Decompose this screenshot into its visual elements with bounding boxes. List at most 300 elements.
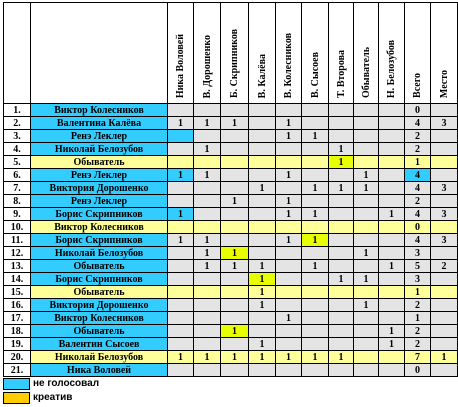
- total-cell: 2: [405, 130, 431, 143]
- vote-cell: [302, 247, 329, 260]
- total-cell: 4: [405, 208, 431, 221]
- vote-cell: 1: [249, 273, 276, 286]
- vote-cell: 1: [221, 195, 249, 208]
- vote-cell: [276, 143, 302, 156]
- table-row: [4, 351, 458, 364]
- vote-cell: [354, 234, 379, 247]
- column-header-label: Т. Второва: [335, 50, 347, 98]
- vote-cell: [221, 156, 249, 169]
- legend-swatch: [3, 378, 30, 390]
- vote-cell: [168, 286, 194, 299]
- vote-cell: 1: [329, 182, 354, 195]
- column-header-label: Обыватель: [360, 47, 372, 98]
- vote-cell: [276, 338, 302, 351]
- vote-cell: [194, 104, 221, 117]
- vote-cell: [249, 208, 276, 221]
- vote-cell: [276, 182, 302, 195]
- vote-cell: 1: [249, 182, 276, 195]
- row-name: Ника Воловей: [31, 364, 168, 377]
- row-name: Борис Скрипников: [31, 208, 168, 221]
- place-cell: 3: [431, 117, 458, 130]
- vote-cell: [249, 104, 276, 117]
- place-cell: [431, 195, 458, 208]
- place-cell: [431, 143, 458, 156]
- place-cell: 1: [431, 351, 458, 364]
- vote-cell: [194, 312, 221, 325]
- vote-cell: [302, 221, 329, 234]
- vote-cell: [329, 195, 354, 208]
- column-header: [379, 3, 405, 104]
- vote-cell: [379, 117, 405, 130]
- total-cell: 4: [405, 169, 431, 182]
- vote-cell: 1: [221, 325, 249, 338]
- vote-cell: [168, 143, 194, 156]
- vote-cell: [379, 312, 405, 325]
- vote-cell: [379, 273, 405, 286]
- vote-cell: [379, 182, 405, 195]
- vote-cell: [354, 364, 379, 377]
- row-name: Виктор Колесников: [31, 312, 168, 325]
- total-cell: 3: [405, 273, 431, 286]
- vote-cell: [168, 273, 194, 286]
- vote-cell: 1: [194, 143, 221, 156]
- vote-cell: [194, 299, 221, 312]
- column-header: [329, 3, 354, 104]
- place-cell: [431, 130, 458, 143]
- vote-cell: 1: [276, 195, 302, 208]
- vote-cell: [329, 169, 354, 182]
- vote-cell: [354, 104, 379, 117]
- vote-cell: [329, 117, 354, 130]
- vote-cell: 1: [168, 117, 194, 130]
- vote-cell: [302, 273, 329, 286]
- vote-cell: [221, 208, 249, 221]
- vote-cell: [276, 156, 302, 169]
- place-cell: [431, 156, 458, 169]
- vote-cell: 1: [354, 247, 379, 260]
- vote-cell: [276, 273, 302, 286]
- vote-cell: [329, 208, 354, 221]
- vote-cell: 1: [354, 169, 379, 182]
- header-row: [4, 3, 458, 104]
- vote-cell: [379, 234, 405, 247]
- vote-cell: 1: [379, 208, 405, 221]
- vote-cell: [276, 247, 302, 260]
- vote-cell: [249, 221, 276, 234]
- column-header-label: Б. Скрипников: [229, 29, 240, 98]
- vote-cell: [168, 338, 194, 351]
- legend-item: [3, 378, 99, 390]
- row-number: 4.: [4, 143, 31, 156]
- vote-cell: [168, 104, 194, 117]
- vote-cell: [379, 351, 405, 364]
- vote-cell: [249, 364, 276, 377]
- vote-cell: [249, 312, 276, 325]
- vote-cell: [276, 286, 302, 299]
- vote-cell: [221, 299, 249, 312]
- total-cell: 7: [405, 351, 431, 364]
- vote-cell: 1: [329, 351, 354, 364]
- vote-cell: [354, 156, 379, 169]
- vote-cell: [221, 182, 249, 195]
- vote-cell: [194, 130, 221, 143]
- row-number: 21.: [4, 364, 31, 377]
- column-header-label: В. Калёва: [256, 53, 268, 98]
- vote-cell: 1: [194, 234, 221, 247]
- vote-cell: 1: [302, 351, 329, 364]
- vote-cell: [379, 104, 405, 117]
- column-header-label: В. Колесников: [283, 32, 294, 98]
- vote-cell: 1: [329, 143, 354, 156]
- vote-cell: 1: [354, 273, 379, 286]
- corner-num-cell: [4, 3, 31, 104]
- table-row: [4, 182, 458, 195]
- table-row: [4, 130, 458, 143]
- row-name: Николай Белозубов: [31, 143, 168, 156]
- vote-cell: 1: [249, 286, 276, 299]
- vote-cell: [354, 208, 379, 221]
- vote-cell: [329, 286, 354, 299]
- place-cell: [431, 338, 458, 351]
- row-number: 17.: [4, 312, 31, 325]
- row-number: 20.: [4, 351, 31, 364]
- legend-label: креатив: [33, 392, 73, 403]
- vote-cell: 1: [168, 169, 194, 182]
- vote-cell: [249, 117, 276, 130]
- row-number: 10.: [4, 221, 31, 234]
- vote-cell: 1: [329, 273, 354, 286]
- column-header: [431, 3, 458, 104]
- vote-cell: [379, 247, 405, 260]
- place-cell: [431, 312, 458, 325]
- total-cell: 2: [405, 143, 431, 156]
- row-number: 12.: [4, 247, 31, 260]
- vote-cell: [249, 143, 276, 156]
- table-row: [4, 364, 458, 377]
- vote-cell: [354, 117, 379, 130]
- vote-cell: 1: [168, 208, 194, 221]
- vote-cell: [302, 117, 329, 130]
- vote-cell: 1: [379, 260, 405, 273]
- vote-cell: [249, 247, 276, 260]
- vote-cell: 1: [276, 234, 302, 247]
- vote-cell: 1: [276, 169, 302, 182]
- place-cell: [431, 325, 458, 338]
- vote-cell: [168, 130, 194, 143]
- total-cell: 0: [405, 104, 431, 117]
- place-cell: [431, 286, 458, 299]
- row-number: 15.: [4, 286, 31, 299]
- column-header: [194, 3, 221, 104]
- vote-cell: [354, 351, 379, 364]
- vote-cell: 1: [276, 117, 302, 130]
- vote-cell: 1: [379, 325, 405, 338]
- total-cell: 1: [405, 286, 431, 299]
- vote-cell: [354, 143, 379, 156]
- vote-cell: [302, 169, 329, 182]
- vote-cell: [302, 312, 329, 325]
- vote-cell: 1: [276, 208, 302, 221]
- vote-cell: 1: [194, 260, 221, 273]
- row-number: 9.: [4, 208, 31, 221]
- vote-cell: [249, 156, 276, 169]
- vote-cell: [329, 260, 354, 273]
- vote-cell: 1: [302, 182, 329, 195]
- total-cell: 1: [405, 156, 431, 169]
- total-cell: 2: [405, 299, 431, 312]
- row-name: Николай Белозубов: [31, 247, 168, 260]
- vote-cell: [354, 338, 379, 351]
- legend-label: не голосовал: [33, 378, 100, 389]
- vote-cell: [354, 221, 379, 234]
- table-row: [4, 299, 458, 312]
- place-cell: 3: [431, 234, 458, 247]
- vote-cell: 1: [194, 351, 221, 364]
- vote-cell: 1: [249, 338, 276, 351]
- vote-cell: [276, 325, 302, 338]
- vote-cell: [302, 143, 329, 156]
- vote-cell: [168, 312, 194, 325]
- vote-cell: [379, 169, 405, 182]
- table-row: [4, 221, 458, 234]
- place-cell: 2: [431, 260, 458, 273]
- vote-cell: [194, 273, 221, 286]
- vote-cell: 1: [249, 260, 276, 273]
- vote-cell: 1: [221, 351, 249, 364]
- row-number: 1.: [4, 104, 31, 117]
- vote-cell: [302, 286, 329, 299]
- vote-cell: [221, 364, 249, 377]
- row-number: 18.: [4, 325, 31, 338]
- vote-cell: [249, 325, 276, 338]
- column-header-label: В. Дорошенко: [201, 34, 213, 98]
- column-header-label: Всего: [412, 73, 423, 98]
- total-cell: 2: [405, 338, 431, 351]
- vote-cell: 1: [379, 338, 405, 351]
- vote-cell: [276, 364, 302, 377]
- vote-cell: [194, 325, 221, 338]
- row-number: 7.: [4, 182, 31, 195]
- vote-cell: [379, 130, 405, 143]
- total-cell: 4: [405, 182, 431, 195]
- vote-cell: [221, 143, 249, 156]
- table-row: [4, 325, 458, 338]
- vote-cell: [168, 364, 194, 377]
- vote-cell: [329, 221, 354, 234]
- table-row: [4, 208, 458, 221]
- table-row: [4, 260, 458, 273]
- legend-item: [3, 392, 72, 404]
- vote-cell: [194, 208, 221, 221]
- vote-cell: 1: [276, 351, 302, 364]
- vote-cell: [221, 169, 249, 182]
- legend-swatch: [3, 392, 30, 404]
- row-name: Борис Скрипников: [31, 273, 168, 286]
- vote-cell: [379, 299, 405, 312]
- row-number: 19.: [4, 338, 31, 351]
- table-row: [4, 312, 458, 325]
- place-cell: 3: [431, 208, 458, 221]
- vote-cell: 1: [354, 299, 379, 312]
- vote-cell: [302, 156, 329, 169]
- vote-cell: [354, 325, 379, 338]
- vote-cell: 1: [194, 247, 221, 260]
- column-header: [221, 3, 249, 104]
- vote-cell: [302, 104, 329, 117]
- corner-name-cell: [31, 3, 168, 104]
- column-header: [405, 3, 431, 104]
- table-row: [4, 143, 458, 156]
- table-row: [4, 169, 458, 182]
- table-body: [4, 104, 458, 377]
- column-header: [302, 3, 329, 104]
- vote-cell: [329, 325, 354, 338]
- row-number: 6.: [4, 169, 31, 182]
- place-cell: [431, 221, 458, 234]
- vote-cell: 1: [302, 130, 329, 143]
- vote-cell: [249, 169, 276, 182]
- vote-cell: [276, 104, 302, 117]
- vote-cell: [329, 312, 354, 325]
- vote-cell: [302, 195, 329, 208]
- vote-cell: [168, 299, 194, 312]
- vote-cell: [329, 364, 354, 377]
- vote-cell: [221, 338, 249, 351]
- place-cell: [431, 169, 458, 182]
- vote-cell: [168, 260, 194, 273]
- vote-cell: [329, 104, 354, 117]
- vote-cell: 1: [221, 247, 249, 260]
- vote-cell: [194, 286, 221, 299]
- vote-cell: [194, 364, 221, 377]
- table-row: [4, 286, 458, 299]
- vote-cell: 1: [302, 208, 329, 221]
- place-cell: [431, 299, 458, 312]
- vote-cell: 1: [168, 351, 194, 364]
- vote-cell: [302, 299, 329, 312]
- vote-cell: [221, 104, 249, 117]
- row-number: 3.: [4, 130, 31, 143]
- vote-cell: [249, 195, 276, 208]
- vote-cell: 1: [194, 117, 221, 130]
- row-number: 8.: [4, 195, 31, 208]
- vote-cell: 1: [221, 260, 249, 273]
- vote-cell: [329, 247, 354, 260]
- vote-cell: [194, 156, 221, 169]
- voting-table: [3, 2, 458, 377]
- column-header: [168, 3, 194, 104]
- vote-cell: [354, 195, 379, 208]
- place-cell: [431, 104, 458, 117]
- vote-cell: [329, 234, 354, 247]
- column-header: [354, 3, 379, 104]
- row-name: Виктория Дорошенко: [31, 299, 168, 312]
- place-cell: [431, 273, 458, 286]
- vote-cell: [354, 260, 379, 273]
- vote-cell: 1: [194, 169, 221, 182]
- vote-cell: [276, 221, 302, 234]
- vote-cell: [194, 338, 221, 351]
- column-header: [276, 3, 302, 104]
- vote-cell: [354, 130, 379, 143]
- vote-cell: [221, 312, 249, 325]
- table-row: [4, 234, 458, 247]
- vote-cell: [379, 221, 405, 234]
- vote-cell: [194, 182, 221, 195]
- vote-cell: [249, 234, 276, 247]
- vote-cell: 1: [276, 130, 302, 143]
- row-name: Обыватель: [31, 325, 168, 338]
- row-name: Обыватель: [31, 286, 168, 299]
- vote-cell: [168, 325, 194, 338]
- vote-cell: [168, 221, 194, 234]
- vote-cell: [221, 130, 249, 143]
- column-header: [249, 3, 276, 104]
- row-name: Борис Скрипников: [31, 234, 168, 247]
- vote-cell: [354, 286, 379, 299]
- vote-cell: 1: [249, 351, 276, 364]
- place-cell: 3: [431, 182, 458, 195]
- table-row: [4, 273, 458, 286]
- vote-cell: [302, 338, 329, 351]
- row-number: 5.: [4, 156, 31, 169]
- row-name: Обыватель: [31, 156, 168, 169]
- vote-cell: 1: [221, 117, 249, 130]
- vote-cell: [168, 247, 194, 260]
- column-header-label: Место: [438, 69, 450, 98]
- row-number: 2.: [4, 117, 31, 130]
- vote-cell: [329, 299, 354, 312]
- total-cell: 2: [405, 195, 431, 208]
- total-cell: 4: [405, 234, 431, 247]
- row-number: 11.: [4, 234, 31, 247]
- vote-cell: [168, 182, 194, 195]
- vote-cell: [329, 338, 354, 351]
- vote-cell: 1: [302, 234, 329, 247]
- vote-cell: [379, 143, 405, 156]
- column-header-label: Ника Воловей: [175, 33, 186, 98]
- vote-cell: [379, 156, 405, 169]
- vote-cell: 1: [276, 312, 302, 325]
- vote-cell: 1: [302, 260, 329, 273]
- table-row: [4, 247, 458, 260]
- row-number: 14.: [4, 273, 31, 286]
- vote-cell: [302, 364, 329, 377]
- vote-cell: [249, 130, 276, 143]
- vote-cell: [221, 234, 249, 247]
- table-row: [4, 338, 458, 351]
- vote-cell: [276, 299, 302, 312]
- row-name: Ренэ Леклер: [31, 195, 168, 208]
- row-name: Ренэ Леклер: [31, 169, 168, 182]
- row-name: Валентин Сысоев: [31, 338, 168, 351]
- table-row: [4, 104, 458, 117]
- table-row: [4, 156, 458, 169]
- row-name: Николай Белозубов: [31, 351, 168, 364]
- vote-cell: 1: [168, 234, 194, 247]
- vote-cell: [194, 195, 221, 208]
- row-name: Валентина Калёва: [31, 117, 168, 130]
- vote-cell: [168, 195, 194, 208]
- vote-cell: [302, 325, 329, 338]
- total-cell: 3: [405, 247, 431, 260]
- row-number: 16.: [4, 299, 31, 312]
- place-cell: [431, 364, 458, 377]
- vote-cell: [379, 195, 405, 208]
- vote-cell: [379, 286, 405, 299]
- vote-cell: [354, 312, 379, 325]
- column-header-label: В. Сысоев: [309, 52, 321, 98]
